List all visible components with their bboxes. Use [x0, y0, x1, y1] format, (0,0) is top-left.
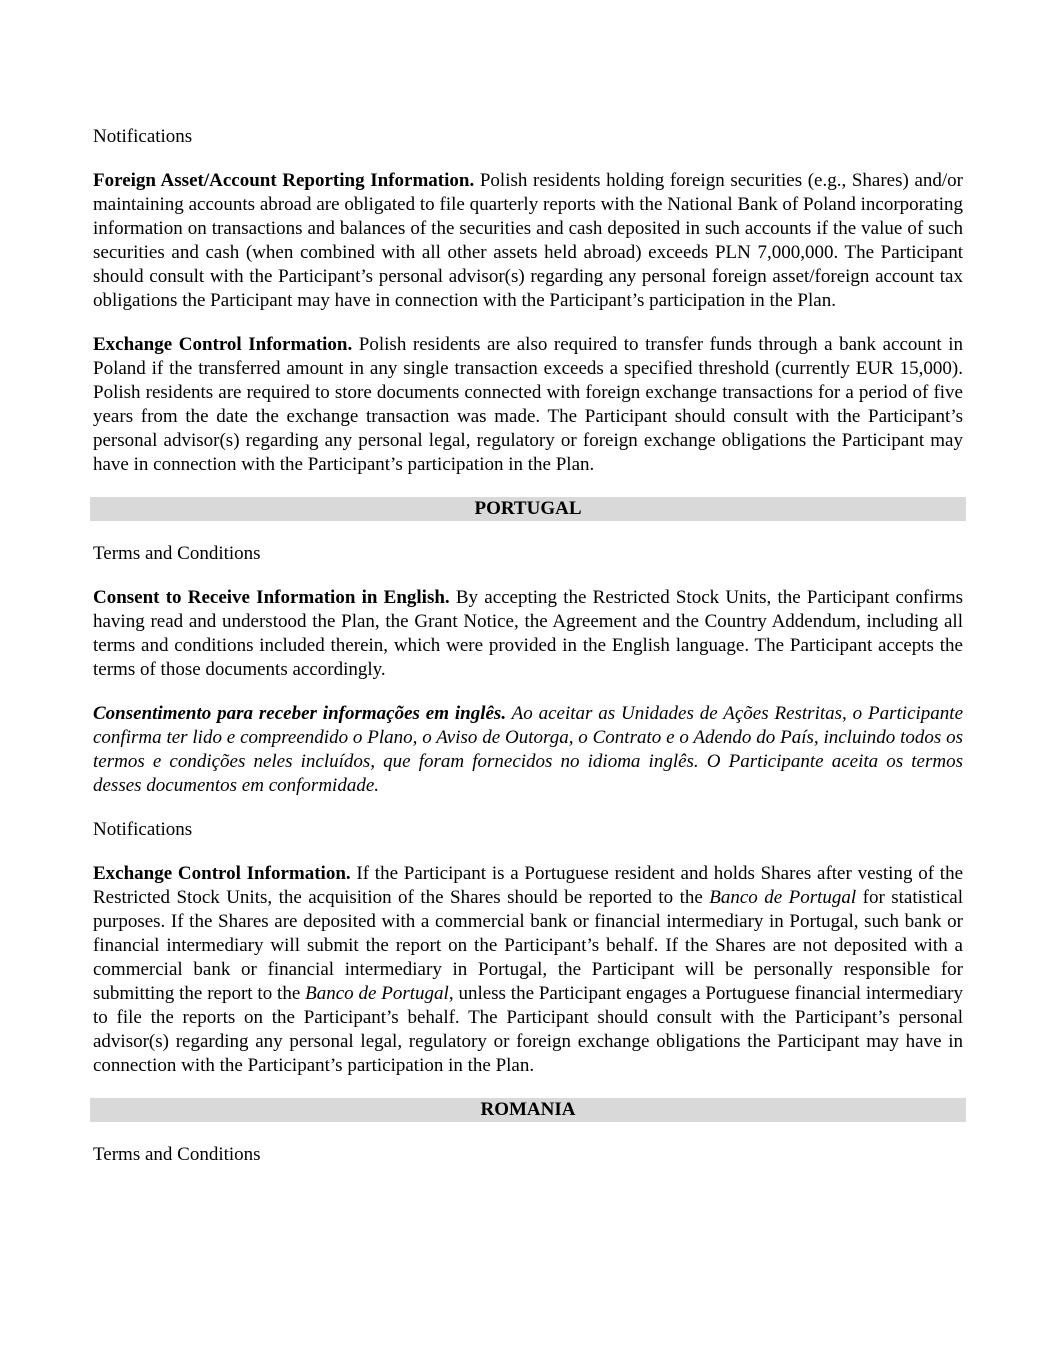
paragraph-lead: Exchange Control Information.	[93, 334, 353, 355]
section-heading-notifications: Notifications	[93, 819, 193, 840]
bank-name: Banco de Portugal	[305, 983, 449, 1004]
paragraph-body: , unless the Participant engages a Portuguese financial intermediary to file the reports on the Participant’s behalf. The Participant should consult with the Participant’s personal advisor(s) regarding any personal legal, regulatory or foreign exchange obligations the Participant may have in connection with the Participant’s participation in the Plan.	[93, 983, 963, 1076]
paragraph-lead: Exchange Control Information.	[93, 863, 351, 884]
paragraph-lead: Foreign Asset/Account Reporting Information.	[93, 170, 475, 191]
section-heading-notifications: Notifications	[93, 126, 193, 147]
paragraph-consent-english	[93, 586, 963, 682]
paragraph-consent-portuguese	[93, 702, 963, 798]
section-heading-terms-and-conditions: Terms and Conditions	[93, 1144, 261, 1165]
paragraph-body: If the Participant is a Portuguese resident and holds Shares after vesting of the Restricted Stock Units, the acquisition of the Shares should be reported to the	[93, 863, 963, 908]
paragraph-body: Polish residents holding foreign securities (e.g., Shares) and/or maintaining accounts abroad are obligated to file quarterly reports with the National Bank of Poland incorporating information on transactions and balances of the securities and cash deposited in such accounts if the value of such securities and cash (when combined with all other assets held abroad) exceeds PLN 7,000,000. The Participant should consult with the Participant’s personal advisor(s) regarding any personal foreign asset/foreign account tax obligations the Participant may have in connection with the Participant’s participation in the Plan.	[93, 170, 964, 311]
paragraph-lead: Consentimento para receber informações em inglês.	[93, 703, 507, 724]
paragraph-foreign-asset-reporting	[93, 169, 963, 313]
paragraph-body: for statistical purposes. If the Shares are deposited with a commercial bank or financial intermediary in Portugal, such bank or financial intermediary will submit the report on the Participant’s behalf. If the Shares are not deposited with a commercial bank or financial intermediary in Portugal, the Participant will be personally responsible for submitting the report to the	[93, 887, 963, 1004]
paragraph-body: Polish residents are also required to transfer funds through a bank account in Poland if the transferred amount in any single transaction exceeds a specified threshold (currently EUR 15,000). Polish residents are required to store documents connected with foreign exchange transactions for a period of five years from the date the exchange transaction was made. The Participant should consult with the Participant’s personal advisor(s) regarding any personal legal, regulatory or foreign exchange obligations the Participant may have in connection with the Participant’s participation in the Plan.	[93, 334, 963, 475]
country-header-romania: ROMANIA	[90, 1098, 966, 1122]
paragraph-exchange-control-portugal	[93, 862, 963, 1078]
country-header-portugal: PORTUGAL	[90, 497, 966, 521]
paragraph-lead: Consent to Receive Information in English.	[93, 587, 450, 608]
section-heading-terms-and-conditions: Terms and Conditions	[93, 543, 261, 564]
bank-name: Banco de Portugal	[709, 887, 857, 908]
document-page	[93, 125, 963, 1187]
paragraph-body: Ao aceitar as Unidades de Ações Restritas, o Participante confirma ter lido e compreendido o Plano, o Aviso de Outorga, o Contrato e o Adendo do País, incluindo todos os termos e condições neles incluídos, que foram fornecidos no idioma inglês. O Participante aceita os termos desses documentos em conformidade.	[93, 703, 964, 796]
paragraph-body: By accepting the Restricted Stock Units, the Participant confirms having read and understood the Plan, the Grant Notice, the Agreement and the Country Addendum, including all terms and conditions included therein, which were provided in the English language. The Participant accepts the terms of those documents accordingly.	[93, 587, 963, 680]
paragraph-exchange-control-poland	[93, 333, 963, 477]
